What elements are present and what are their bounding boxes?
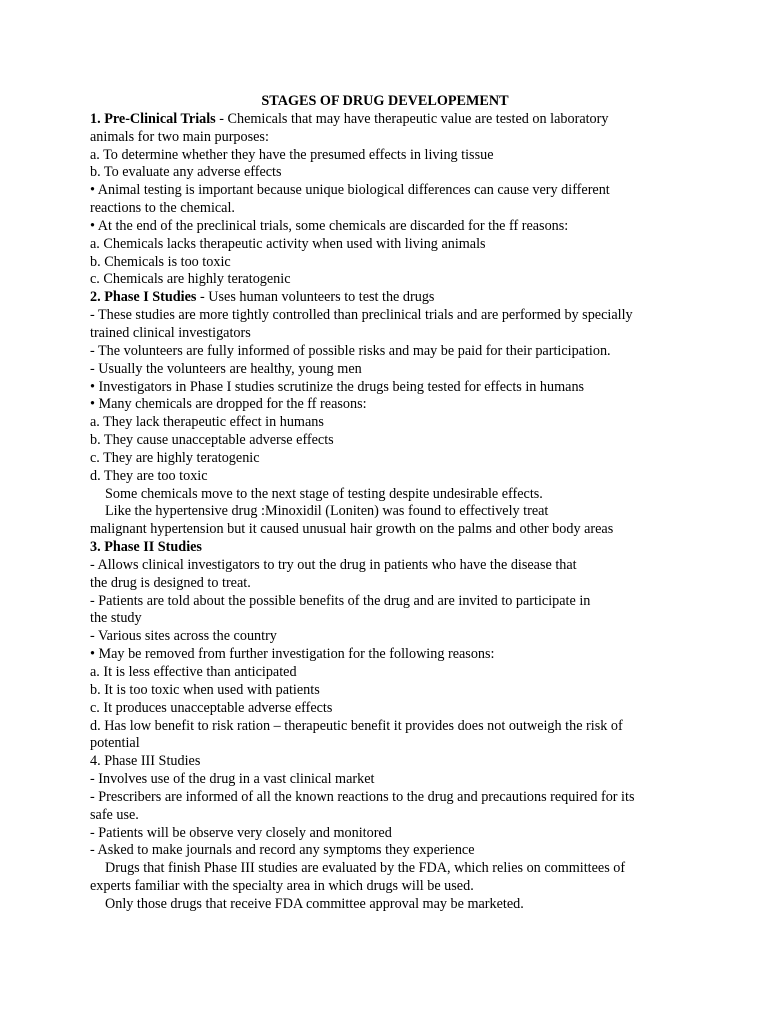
text-line: [90, 396, 680, 414]
text-line: [90, 610, 680, 628]
line-text: animals for two main purposes:: [90, 128, 269, 145]
line-text: • Animal testing is important because unique biological differences can cause very different: [90, 182, 610, 199]
text-line: [90, 361, 680, 379]
text-line: [90, 593, 680, 611]
line-text: potential: [90, 735, 140, 752]
text-line: [90, 414, 680, 432]
text-line: [90, 218, 680, 236]
line-text: - Patients will be observe very closely and monitored: [90, 824, 392, 841]
line-text: experts familiar with the specialty area in which drugs will be used.: [90, 878, 474, 895]
text-line: [90, 735, 680, 753]
text-line: [90, 896, 680, 914]
text-line: [90, 111, 680, 129]
line-text: - Prescribers are informed of all the known reactions to the drug and precautions required for its: [90, 788, 635, 805]
text-line: [90, 468, 680, 486]
document-body: [90, 111, 680, 914]
text-line: [90, 271, 680, 289]
text-line: [90, 807, 680, 825]
text-line: [90, 753, 680, 771]
text-line: [90, 200, 680, 218]
line-text: - Involves use of the drug in a vast clinical market: [90, 771, 375, 788]
line-text: • At the end of the preclinical trials, some chemicals are discarded for the ff reasons:: [90, 217, 569, 234]
document-title: STAGES OF DRUG DEVELOPEMENT: [261, 93, 509, 109]
line-text: malignant hypertension but it caused unusual hair growth on the palms and other body areas: [90, 521, 614, 538]
text-line: [90, 860, 680, 878]
text-line: [90, 182, 680, 200]
line-text: trained clinical investigators: [90, 324, 251, 341]
line-text: - The volunteers are fully informed of possible risks and may be paid for their participation.: [90, 342, 611, 359]
text-line: [90, 289, 680, 307]
line-text: - Various sites across the country: [90, 628, 277, 645]
text-line: [90, 789, 680, 807]
line-text: Only those drugs that receive FDA committee approval may be marketed.: [105, 895, 524, 912]
line-text: the drug is designed to treat.: [90, 574, 251, 591]
line-text: reactions to the chemical.: [90, 200, 235, 217]
text-line: [90, 700, 680, 718]
line-text: - Chemicals that may have therapeutic value are tested on laboratory: [215, 110, 609, 127]
section-heading: 1. Pre-Clinical Trials: [90, 110, 216, 127]
line-text: - Uses human volunteers to test the drugs: [196, 289, 435, 306]
section-heading: 3. Phase II Studies: [90, 539, 202, 556]
text-line: [90, 486, 680, 504]
line-text: - Allows clinical investigators to try out the drug in patients who have the disease that: [90, 556, 577, 573]
text-line: [90, 343, 680, 361]
line-text: a. Chemicals lacks therapeutic activity when used with living animals: [90, 235, 486, 252]
text-line: [90, 682, 680, 700]
line-text: b. It is too toxic when used with patients: [90, 681, 320, 698]
line-text: b. To evaluate any adverse effects: [90, 164, 282, 181]
line-text: a. To determine whether they have the presumed effects in living tissue: [90, 146, 494, 163]
document-page: [90, 93, 680, 914]
text-line: [90, 432, 680, 450]
text-line: [90, 307, 680, 325]
line-text: c. They are highly teratogenic: [90, 449, 260, 466]
section-heading: 2. Phase I Studies: [90, 289, 197, 306]
line-text: - Asked to make journals and record any symptoms they experience: [90, 842, 475, 859]
text-line: [90, 254, 680, 272]
line-text: b. Chemicals is too toxic: [90, 253, 231, 270]
line-text: Some chemicals move to the next stage of testing despite undesirable effects.: [105, 485, 543, 502]
text-line: [90, 129, 680, 147]
text-line: [90, 164, 680, 182]
text-line: [90, 628, 680, 646]
line-text: c. It produces unacceptable adverse effects: [90, 699, 333, 716]
line-text: 4. Phase III Studies: [90, 753, 201, 770]
text-line: [90, 878, 680, 896]
line-text: d. They are too toxic: [90, 467, 208, 484]
text-line: [90, 450, 680, 468]
line-text: safe use.: [90, 806, 139, 823]
line-text: b. They cause unacceptable adverse effects: [90, 432, 334, 449]
text-line: [90, 379, 680, 397]
text-line: [90, 575, 680, 593]
text-line: [90, 521, 680, 539]
line-text: • Many chemicals are dropped for the ff reasons:: [90, 396, 367, 413]
line-text: a. It is less effective than anticipated: [90, 664, 297, 680]
text-line: [90, 539, 680, 557]
line-text: the study: [90, 610, 142, 627]
line-text: • Investigators in Phase I studies scrutinize the drugs being tested for effects in humans: [90, 378, 585, 395]
line-text: - These studies are more tightly controlled than preclinical trials and are performed by specially: [90, 307, 633, 324]
line-text: Like the hypertensive drug :Minoxidil (Loniten) was found to effectively treat: [105, 503, 549, 520]
text-line: [90, 646, 680, 664]
text-line: [90, 325, 680, 343]
text-line: [90, 825, 680, 843]
line-text: c. Chemicals are highly teratogenic: [90, 271, 291, 288]
line-text: - Usually the volunteers are healthy, young men: [90, 360, 362, 377]
line-text: d. Has low benefit to risk ration – therapeutic benefit it provides does not outweigh the risk of: [90, 717, 623, 734]
text-line: [90, 557, 680, 575]
line-text: Drugs that finish Phase III studies are evaluated by the FDA, which relies on committees of: [105, 860, 626, 877]
text-line: [90, 664, 680, 682]
line-text: - Patients are told about the possible benefits of the drug and are invited to participate in: [90, 592, 591, 609]
line-text: a. They lack therapeutic effect in humans: [90, 414, 324, 431]
text-line: [90, 771, 680, 789]
text-line: [90, 842, 680, 860]
text-line: [90, 236, 680, 254]
text-line: [90, 503, 680, 521]
text-line: [90, 147, 680, 165]
text-line: [90, 718, 680, 736]
line-text: • May be removed from further investigation for the following reasons:: [90, 646, 495, 663]
